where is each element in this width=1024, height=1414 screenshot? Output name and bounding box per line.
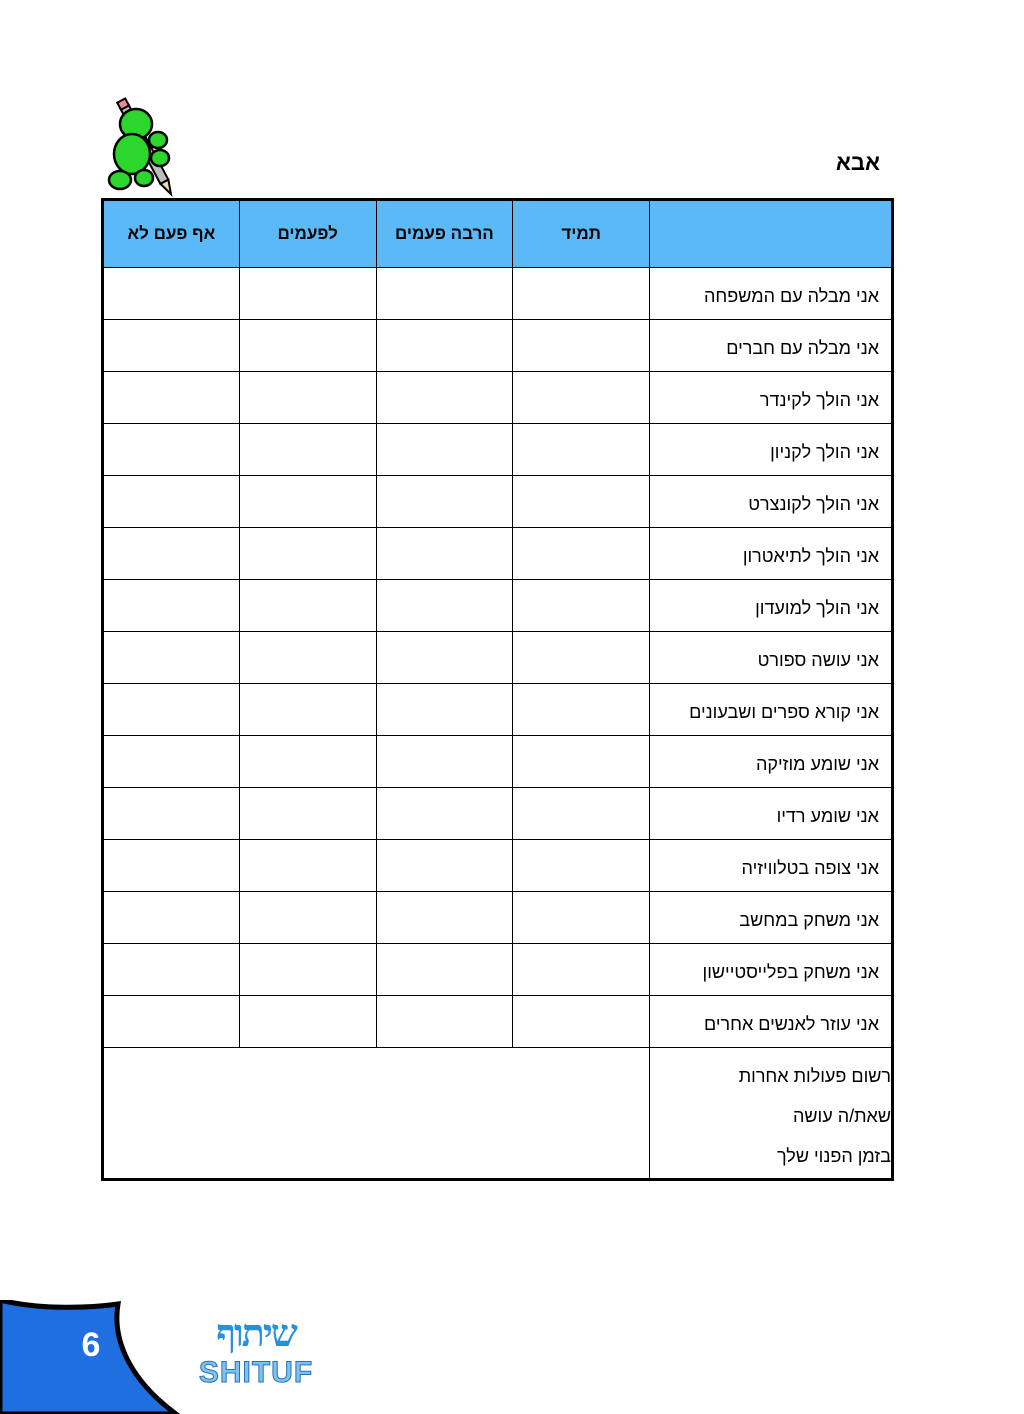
notes-writing-area[interactable] bbox=[103, 1048, 650, 1180]
answer-cell-sometimes[interactable] bbox=[239, 320, 376, 372]
notes-row bbox=[103, 1048, 893, 1180]
notes-label-line: רשום פעולות אחרות bbox=[738, 1066, 891, 1086]
answer-cell-always[interactable] bbox=[513, 372, 650, 424]
answer-cell-often[interactable] bbox=[376, 840, 513, 892]
logo-english-text: SHITUF bbox=[198, 1356, 314, 1389]
answer-cell-never[interactable] bbox=[103, 424, 240, 476]
activity-label: אני קורא ספרים ושבעונים bbox=[650, 684, 893, 736]
table-header-row bbox=[103, 200, 893, 268]
logo-hebrew-text: שיתוף bbox=[216, 1310, 296, 1355]
activity-label: אני שומע רדיו bbox=[650, 788, 893, 840]
activity-label: אני הולך למועדון bbox=[650, 580, 893, 632]
answer-cell-always[interactable] bbox=[513, 476, 650, 528]
answer-cell-sometimes[interactable] bbox=[239, 684, 376, 736]
shituf-logo bbox=[196, 1310, 316, 1400]
answer-cell-often[interactable] bbox=[376, 528, 513, 580]
table-row bbox=[103, 632, 893, 684]
answer-cell-never[interactable] bbox=[103, 892, 240, 944]
answer-cell-never[interactable] bbox=[103, 528, 240, 580]
answer-cell-often[interactable] bbox=[376, 632, 513, 684]
page-number: 6 bbox=[81, 1326, 101, 1364]
column-header-activity bbox=[650, 200, 893, 268]
activity-label: אני הולך לקניון bbox=[650, 424, 893, 476]
answer-cell-always[interactable] bbox=[513, 424, 650, 476]
answer-cell-never[interactable] bbox=[103, 632, 240, 684]
mascot-with-pencil-icon bbox=[102, 92, 192, 204]
answer-cell-sometimes[interactable] bbox=[239, 580, 376, 632]
answer-cell-never[interactable] bbox=[103, 996, 240, 1048]
column-header-often: הרבה פעמים bbox=[376, 200, 513, 268]
table-row bbox=[103, 372, 893, 424]
activity-label: אני הולך לתיאטרון bbox=[650, 528, 893, 580]
table-row bbox=[103, 476, 893, 528]
table-row bbox=[103, 684, 893, 736]
answer-cell-often[interactable] bbox=[376, 788, 513, 840]
answer-cell-often[interactable] bbox=[376, 476, 513, 528]
answer-cell-sometimes[interactable] bbox=[239, 268, 376, 320]
answer-cell-sometimes[interactable] bbox=[239, 476, 376, 528]
answer-cell-always[interactable] bbox=[513, 996, 650, 1048]
answer-cell-always[interactable] bbox=[513, 320, 650, 372]
activity-label: אני צופה בטלוויזיה bbox=[650, 840, 893, 892]
answer-cell-always[interactable] bbox=[513, 632, 650, 684]
column-header-always: תמיד bbox=[513, 200, 650, 268]
answer-cell-sometimes[interactable] bbox=[239, 892, 376, 944]
answer-cell-often[interactable] bbox=[376, 424, 513, 476]
answer-cell-sometimes[interactable] bbox=[239, 840, 376, 892]
answer-cell-never[interactable] bbox=[103, 476, 240, 528]
answer-cell-often[interactable] bbox=[376, 996, 513, 1048]
answer-cell-often[interactable] bbox=[376, 684, 513, 736]
answer-cell-always[interactable] bbox=[513, 736, 650, 788]
answer-cell-sometimes[interactable] bbox=[239, 632, 376, 684]
answer-cell-never[interactable] bbox=[103, 736, 240, 788]
activity-label: אני משחק בפלייסטיישון bbox=[650, 944, 893, 996]
page-title: אבא bbox=[835, 150, 880, 175]
column-header-never: אף פעם לא bbox=[103, 200, 240, 268]
answer-cell-often[interactable] bbox=[376, 944, 513, 996]
table-row bbox=[103, 528, 893, 580]
activity-label: אני הולך לקינדר bbox=[650, 372, 893, 424]
notes-label-line: בזמן הפנוי שלך bbox=[777, 1146, 891, 1166]
answer-cell-often[interactable] bbox=[376, 372, 513, 424]
answer-cell-never[interactable] bbox=[103, 580, 240, 632]
activity-label: אני עוזר לאנשים אחרים bbox=[650, 996, 893, 1048]
answer-cell-never[interactable] bbox=[103, 788, 240, 840]
answer-cell-never[interactable] bbox=[103, 684, 240, 736]
activity-label: אני משחק במחשב bbox=[650, 892, 893, 944]
answer-cell-never[interactable] bbox=[103, 268, 240, 320]
answer-cell-always[interactable] bbox=[513, 788, 650, 840]
answer-cell-never[interactable] bbox=[103, 944, 240, 996]
answer-cell-sometimes[interactable] bbox=[239, 996, 376, 1048]
answer-cell-sometimes[interactable] bbox=[239, 788, 376, 840]
activity-frequency-table bbox=[101, 198, 894, 1181]
answer-cell-always[interactable] bbox=[513, 684, 650, 736]
answer-cell-sometimes[interactable] bbox=[239, 424, 376, 476]
answer-cell-never[interactable] bbox=[103, 840, 240, 892]
activity-label: אני מבלה עם חברים bbox=[650, 320, 893, 372]
table-row bbox=[103, 320, 893, 372]
answer-cell-always[interactable] bbox=[513, 268, 650, 320]
activity-label: אני מבלה עם המשפחה bbox=[650, 268, 893, 320]
table-row bbox=[103, 736, 893, 788]
answer-cell-sometimes[interactable] bbox=[239, 944, 376, 996]
answer-cell-often[interactable] bbox=[376, 320, 513, 372]
answer-cell-often[interactable] bbox=[376, 736, 513, 788]
table-row bbox=[103, 996, 893, 1048]
answer-cell-always[interactable] bbox=[513, 840, 650, 892]
answer-cell-always[interactable] bbox=[513, 944, 650, 996]
table-row bbox=[103, 580, 893, 632]
table-row bbox=[103, 424, 893, 476]
activity-label: אני הולך לקונצרט bbox=[650, 476, 893, 528]
activity-label: אני עושה ספורט bbox=[650, 632, 893, 684]
notes-label-line: שאת/ה עושה bbox=[793, 1106, 891, 1126]
activity-label: אני שומע מוזיקה bbox=[650, 736, 893, 788]
answer-cell-always[interactable] bbox=[513, 580, 650, 632]
notes-label bbox=[650, 1048, 893, 1180]
table-row bbox=[103, 268, 893, 320]
answer-cell-sometimes[interactable] bbox=[239, 528, 376, 580]
answer-cell-often[interactable] bbox=[376, 892, 513, 944]
table-row bbox=[103, 892, 893, 944]
answer-cell-often[interactable] bbox=[376, 580, 513, 632]
table-row bbox=[103, 788, 893, 840]
answer-cell-often[interactable] bbox=[376, 268, 513, 320]
table-row bbox=[103, 840, 893, 892]
answer-cell-always[interactable] bbox=[513, 892, 650, 944]
answer-cell-sometimes[interactable] bbox=[239, 372, 376, 424]
column-header-sometimes: לפעמים bbox=[239, 200, 376, 268]
answer-cell-always[interactable] bbox=[513, 528, 650, 580]
answer-cell-never[interactable] bbox=[103, 372, 240, 424]
answer-cell-never[interactable] bbox=[103, 320, 240, 372]
table-row bbox=[103, 944, 893, 996]
answer-cell-sometimes[interactable] bbox=[239, 736, 376, 788]
